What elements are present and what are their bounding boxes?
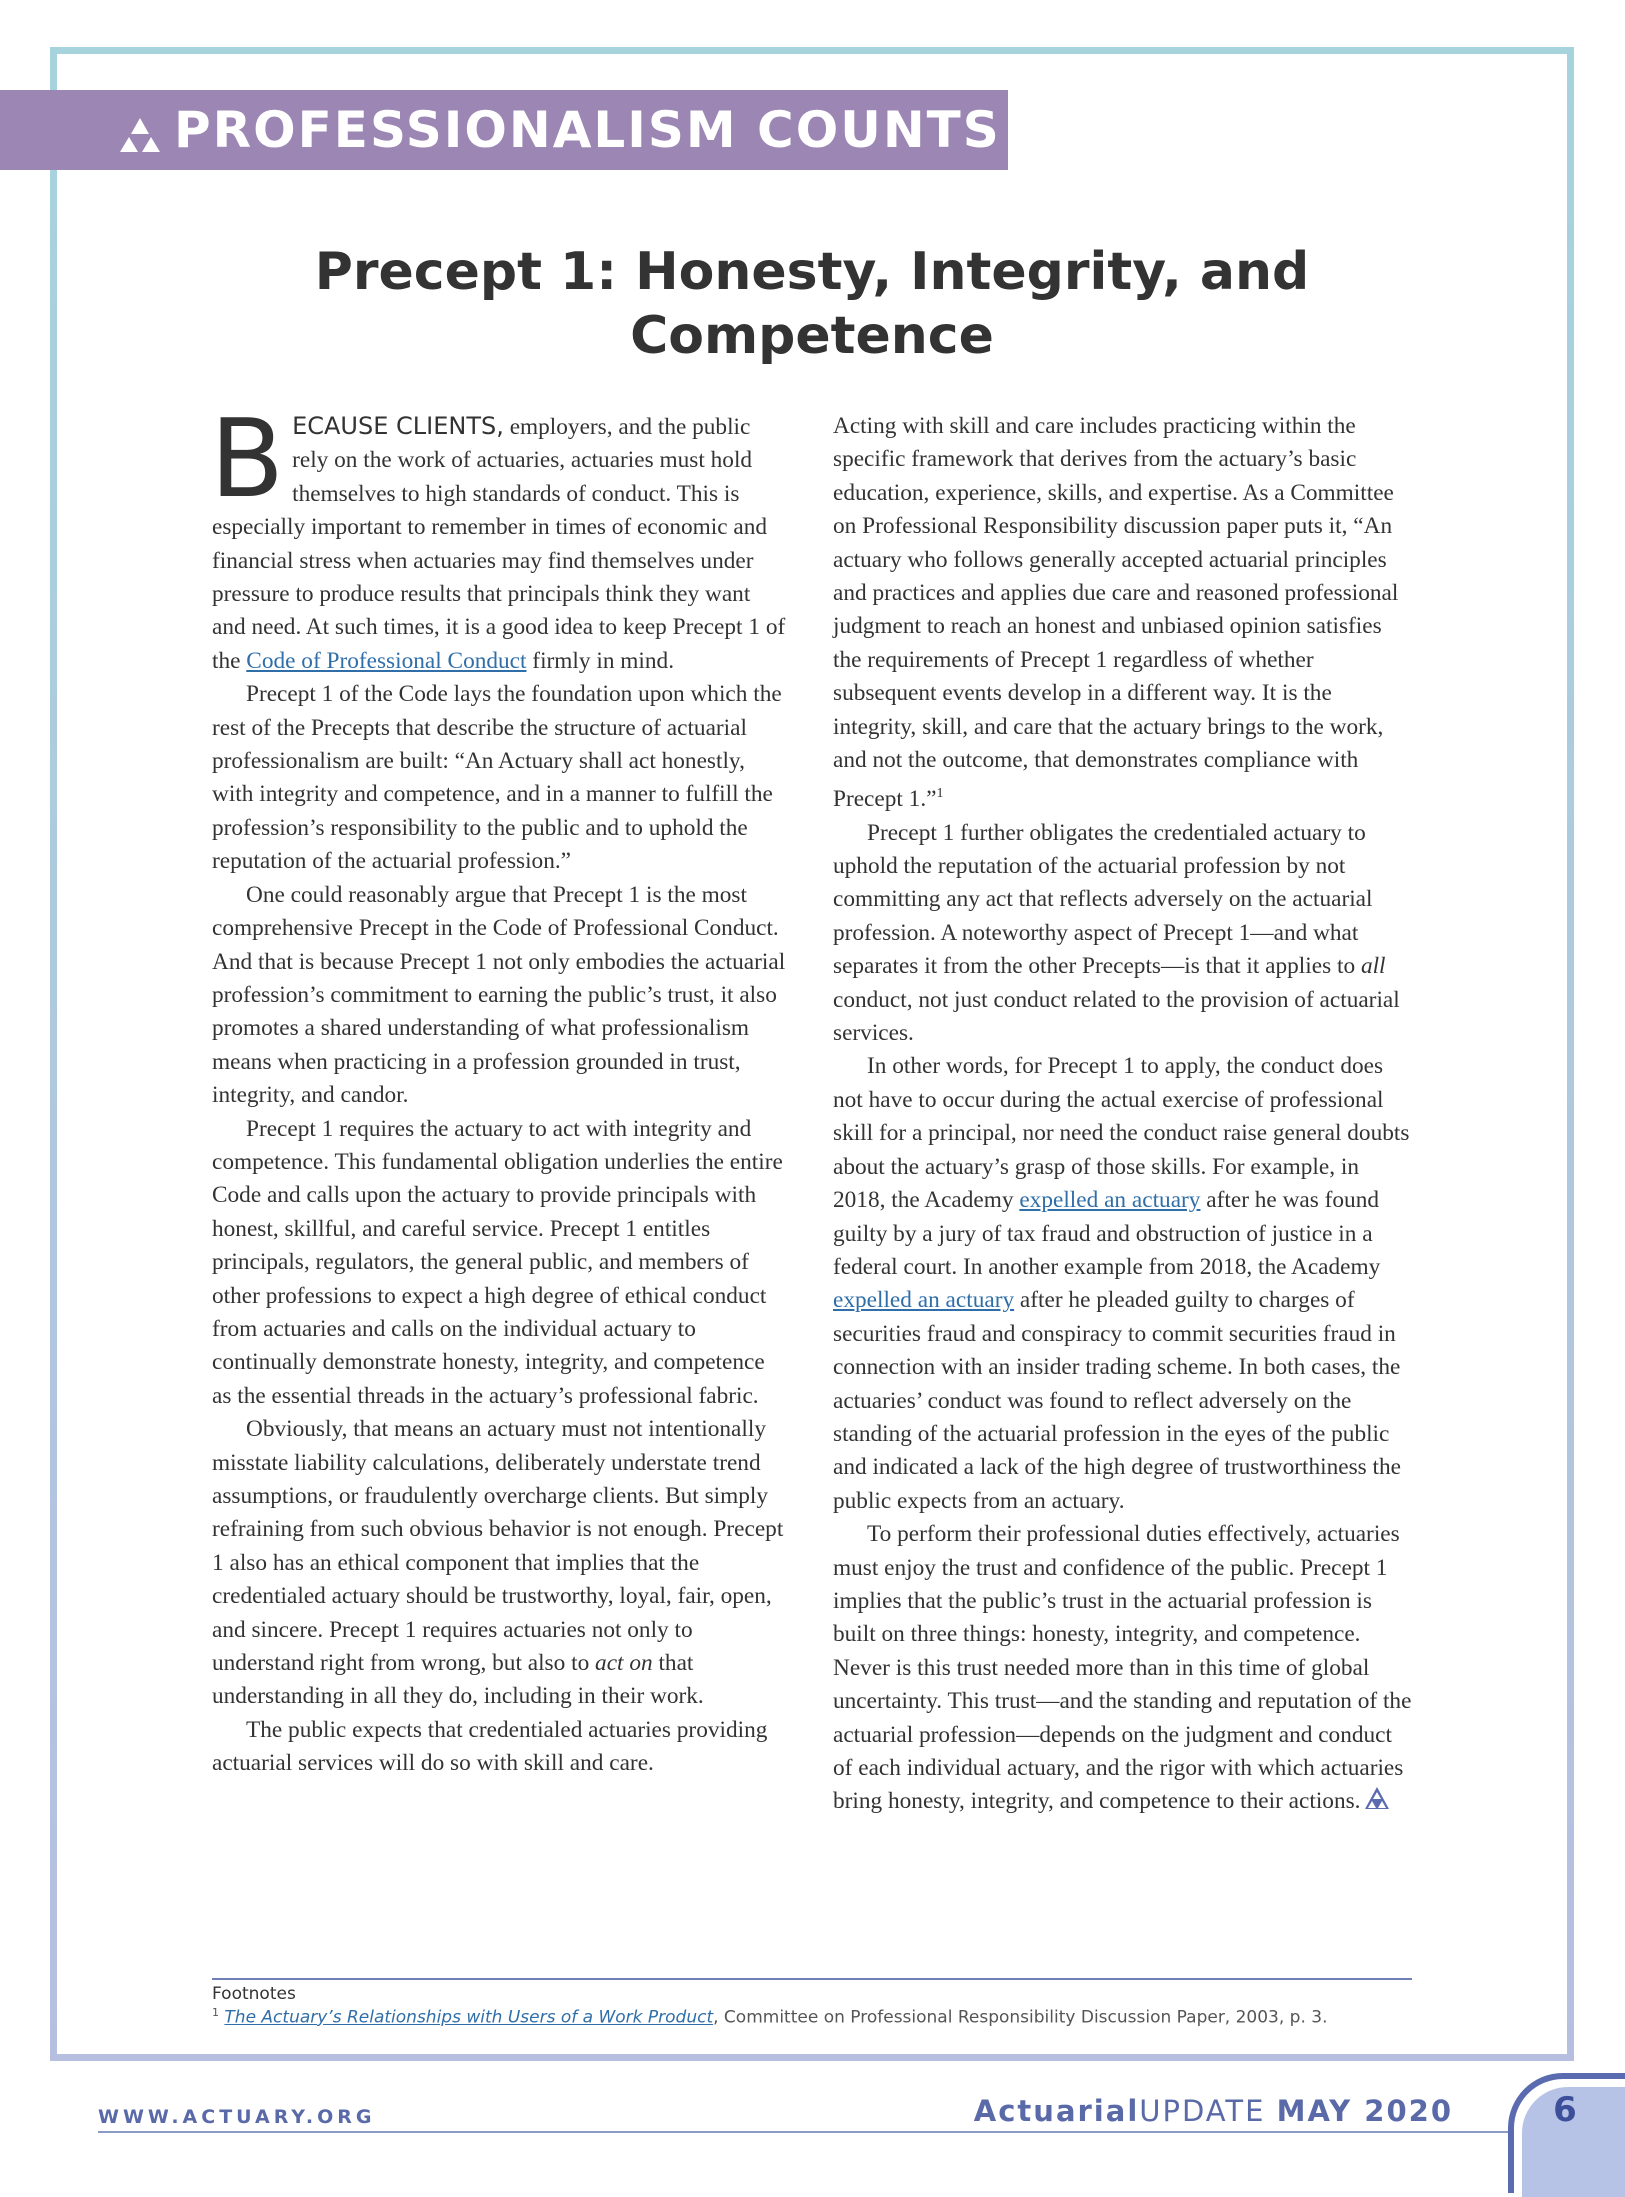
article-title <box>212 240 1412 368</box>
paragraph-6: The public expects that credentialed actuaries providing actuarial services will do so with skill and care. <box>212 1716 768 1777</box>
paragraph-9 <box>833 1050 1413 1518</box>
paragraph-5-text: Obviously, that means an actuary must not intentionally misstate liability calculations, deliberately understate trend assumptions, or fraudulently overcharge clients. But simply refraining from such obvious behavior is not enough. Precept 1 also has an ethical component that implies that the credentialed actuary should be trustworthy, loyal, fair, open, and sincere. Precept 1 requires actuaries not only to understand right from wrong, but also to <box>212 1416 784 1677</box>
expelled-actuary-link-2[interactable]: expelled an actuary <box>833 1287 1015 1314</box>
left-column <box>210 397 787 1781</box>
footnote-ref: 1 <box>936 786 944 802</box>
drop-cap: B <box>210 397 285 522</box>
end-triangle-icon <box>1364 1786 1390 1810</box>
paragraph-5 <box>212 1413 787 1714</box>
paragraph-8 <box>833 817 1413 1051</box>
triangle-logo-icon <box>118 116 162 154</box>
footnote-1 <box>212 2006 1328 2028</box>
paragraph-5-end: that understanding in all they do, including in their work. <box>212 1650 704 1710</box>
footnote-number: 1 <box>212 2006 219 2019</box>
lead-caps: ECAUSE CLIENTS, <box>292 412 504 440</box>
footnote-rule <box>212 1978 1412 1980</box>
paragraph-10-text: To perform their professional duties effectively, actuaries must enjoy the trust and confidence of the public. Precept 1 implies that the public’s trust in the actuarial profession is built on three things: honesty, integrity, and competence. Never is this trust needed more than in this time of global uncertainty. This trust—and the standing and reputation of the actuarial profession—depends on the judgment and conduct of each individual actuary, and the rigor with which actuaries bring honesty, integrity, and competence to their actions. <box>833 1521 1412 1815</box>
paragraph-3: One could reasonably argue that Precept 1 is the most comprehensive Precept in the Code of Professional Conduct. And that is because Precept 1 not only embodies the actuarial profession’s commitment to earning the public’s trust, it also promotes a shared understanding of what professionalism means when practicing in a profession grounded in trust, integrity, and candor. <box>212 881 786 1109</box>
article-title-line2: Competence <box>630 306 994 366</box>
paragraph-8-emphasis: all <box>1360 953 1386 980</box>
section-banner <box>0 90 1008 170</box>
paragraph-5-emphasis: act on <box>595 1650 653 1677</box>
paragraph-9-middle: after he was found guilty by a jury of tax fraud and obstruction of justice in a federal court. In another example from 2018, the Academy <box>833 1187 1381 1280</box>
paragraph-8-end: conduct, not just conduct related to the provision of actuarial services. <box>833 986 1400 1047</box>
paragraph-1 <box>210 397 787 678</box>
magazine-name-regular: UPDATE <box>1139 2094 1266 2128</box>
banner-title: PROFESSIONALISM COUNTS <box>174 101 1001 159</box>
paragraph-4: Precept 1 requires the actuary to act with integrity and competence. This fundamental obligation underlies the entire Code and calls upon the actuary to provide principals with honest, skillful, and careful service. Precept 1 entitles principals, regulators, the general public, and members of other professions to expect a high degree of ethical conduct from actuaries and calls on the individual actuary to continually demonstrate honesty, integrity, and competence as the essential threads in the actuary’s professional fabric. <box>212 1115 783 1409</box>
footnotes-heading: Footnotes <box>212 1984 296 2004</box>
paragraph-10 <box>833 1518 1413 1819</box>
code-of-conduct-link[interactable]: Code of Professional Conduct <box>246 647 527 674</box>
issue-date: MAY 2020 <box>1276 2094 1453 2128</box>
website-url[interactable]: WWW.ACTUARY.ORG <box>98 2106 376 2128</box>
paragraph-1-end: firmly in mind. <box>526 647 675 674</box>
right-column <box>833 410 1413 1819</box>
magazine-title <box>974 2094 1453 2128</box>
footnote-text: , Committee on Professional Responsibility Discussion Paper, 2003, p. 3. <box>713 2007 1328 2028</box>
paragraph-7 <box>833 410 1413 817</box>
magazine-name-bold: Actuarial <box>973 2094 1140 2128</box>
article-title-line1: Precept 1: Honesty, Integrity, and <box>314 242 1310 302</box>
footer-rule <box>98 2131 1508 2133</box>
paragraph-8-text: Precept 1 further obligates the credentialed actuary to uphold the reputation of the actuarial profession by not committing any act that reflects adversely on the actuarial profession. A noteworthy aspect of Precept 1—and what separates it from the other Precepts—is that it applies to <box>833 819 1373 980</box>
paragraph-9-text: In other words, for Precept 1 to apply, the conduct does not have to occur during the actual exercise of professional skill for a principal, nor need the conduct raise general doubts about the actuary’s grasp of those skills. For example, in 2018, the Academy <box>833 1053 1410 1214</box>
footnote-link[interactable]: The Actuary’s Relationships with Users of a Work Product <box>224 2007 714 2028</box>
expelled-actuary-link-1[interactable]: expelled an actuary <box>1019 1187 1201 1214</box>
paragraph-9-end: after he pleaded guilty to charges of securities fraud and conspiracy to commit securities fraud in connection with an insider trading scheme. In both cases, the actuaries’ conduct was found to reflect adversely on the standing of the actuarial profession in the eyes of the public and indicated a lack of the high degree of trustworthiness the public expects from an actuary. <box>833 1287 1401 1514</box>
paragraph-2: Precept 1 of the Code lays the foundation upon which the rest of the Precepts that describe the structure of actuarial professionalism are built: “An Actuary shall act honestly, with integrity and competence, and in a manner to fulfill the profession’s responsibility to the public and to uphold the reputation of the actuarial profession.” <box>212 681 782 875</box>
page-number: 6 <box>1553 2090 1577 2130</box>
paragraph-1-text: employers, and the public rely on the work of actuaries, actuaries must hold themselves to high standards of conduct. This is especially important to remember in times of economic and financial stress when actuaries may find themselves under pressure to produce results that principals think they want and need. At such times, it is a good idea to keep Precept 1 of the <box>212 414 786 674</box>
paragraph-7-text: Acting with skill and care includes practicing within the specific framework that derives from the actuary’s basic education, experience, skills, and expertise. As a Committee on Professional Responsibility discussion paper puts it, “An actuary who follows generally accepted actuarial principles and practices and applies due care and reasoned professional judgment to reach an honest and unbiased opinion satisfies the requirements of Precept 1 regardless of whether subsequent events develop in a different way. It is the integrity, skill, and care that the actuary brings to the work, and not the outcome, that demonstrates compliance with Precept 1.” <box>833 413 1399 813</box>
